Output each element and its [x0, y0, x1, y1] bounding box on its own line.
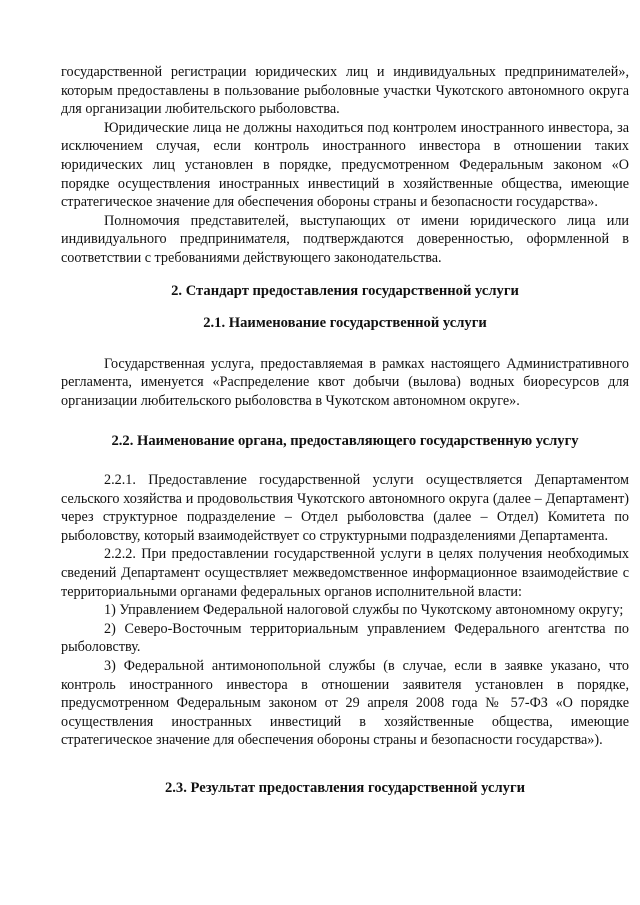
section-2-2-heading: 2.2. Наименование органа, предоставляющего государственную услугу — [111, 432, 579, 449]
paragraph-foreign-investor: Юридические лица не должны находиться под контролем иностранного инвестора, за исключением случая, если контроль иностранного инвестора в отношении таких юридических лиц установлен в порядке, предусмотренном Федеральным законом «О порядке осуществления иностранных инвестиций в хозяйственные общества, имеющие стратегическое значение для обеспечения обороны страны и безопасности государства». — [61, 119, 629, 211]
paragraph-2-2-2: 2.2.2. При предоставлении государственной услуги в целях получения необходимых сведений Департамент осуществляет межведомственное информационное взаимодействие с территориальными органами федеральных органов исполнительной власти: — [61, 546, 629, 600]
paragraph-service-name: Государственная услуга, предоставляемая в рамках настоящего Административного регламента, именуется «Распределение квот добычи (вылова) водных биоресурсов для организации любительского рыболовства в Чукотском автономном округе». — [61, 355, 629, 409]
document-page — [61, 63, 629, 798]
section-2-3-heading: 2.3. Результат предоставления государственной услуги — [164, 780, 526, 796]
section-2-1-heading: 2.1. Наименование государственной услуги — [203, 315, 487, 332]
paragraph-2-2-1: 2.2.1. Предоставление государственной услуги осуществляется Департаментом сельского хозяйства и продовольствия Чукотского автономного округа (далее – Департамент) через структурное подразделение – Отдел рыболовства (далее – Отдел) Комитета по рыболовству, который взаимодействует со структурными подразделениями Департамента. — [61, 472, 629, 544]
section-2-heading: 2. Стандарт предоставления государственной услуги — [171, 282, 519, 299]
list-item-fishery-agency: 2) Северо-Восточным территориальным управлением Федерального агентства по рыболовству. — [61, 620, 629, 656]
list-item-antimonopoly-service: 3) Федеральной антимонопольной службы (в случае, если в заявке указано, что контроль иностранного инвестора в отношении заявителя установлен в порядке, предусмотренном Федеральным законом от 29 апреля 2008 года № 57-ФЗ «О порядке осуществления иностранных инвестиций в хозяйственные общества, имеющие стратегическое значение для обеспечения обороны страны и безопасности государства»). — [61, 658, 629, 749]
list-item-tax-service: 1) Управлением Федеральной налоговой службы по Чукотскому автономному округу; — [104, 602, 624, 619]
paragraph-intro-continuation: государственной регистрации юридических лиц и индивидуальных предпринимателей», которым предоставлены в пользование рыболовные участки Чукотского автономного округа для организации любительского рыболовства. — [61, 64, 629, 118]
paragraph-representatives: Полномочия представителей, выступающих от имени юридического лица или индивидуального предпринимателя, подтверждаются доверенностью, оформленной в соответствии с требованиями действующего законодательства. — [61, 212, 629, 266]
